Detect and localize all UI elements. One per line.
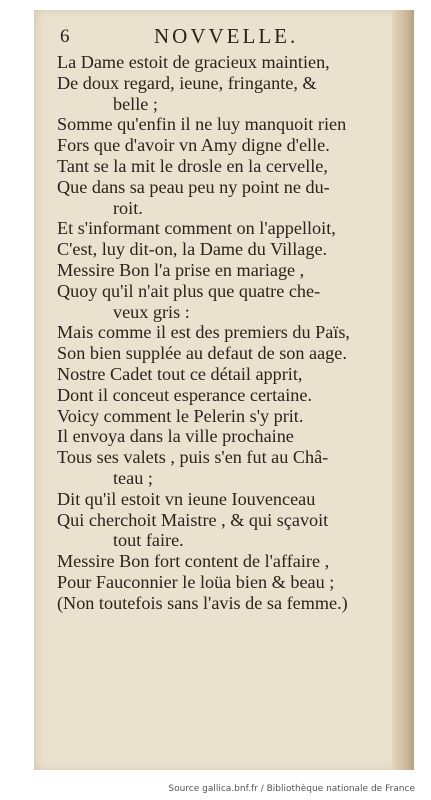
verse-line: Fors que d'avoir vn Amy digne d'elle. [57, 135, 330, 156]
verse-line: Messire Bon fort content de l'affaire , [57, 551, 330, 572]
verse-line: Son bien supplée au defaut de son aage. [57, 343, 347, 364]
verse-line: Dit qu'il estoit vn ieune Iouvenceau [57, 488, 316, 509]
verse-line: Nostre Cadet tout ce détail apprit, [57, 363, 303, 384]
verse-line: Messire Bon l'a prise en mariage , [57, 259, 305, 280]
verse-line: Dont il conceut esperance certaine. [57, 384, 312, 405]
verse-line: C'est, luy dit-on, la Dame du Village. [57, 239, 328, 260]
verse-line: Et s'informant comment on l'appelloit, [57, 218, 336, 239]
verse-line: Somme qu'enfin il ne luy manquoit rien [57, 114, 347, 135]
verse-line: Mais comme il est des premiers du Païs, [57, 322, 350, 343]
verse-line-continuation: roit. [113, 197, 143, 218]
verse-text [57, 52, 407, 614]
page-number: 6 [60, 26, 70, 47]
verse-line: Qui cherchoit Maistre , & qui sçavoit [57, 509, 329, 530]
source-credit: Source gallica.bnf.fr / Bibliothèque nationale de France [168, 784, 415, 794]
verse-line: Il envoya dans la ville prochaine [57, 426, 294, 447]
verse-line: La Dame estoit de gracieux maintien, [57, 52, 330, 72]
running-head: NOVVELLE. [154, 24, 299, 48]
verse-line: Tous ses valets , puis s'en fut au Châ- [57, 447, 329, 468]
verse-line: Que dans sa peau peu ny point ne du- [57, 176, 330, 197]
verse-line-continuation: belle ; [113, 93, 158, 114]
verse-line: Tant se la mit le drosle en la cervelle, [57, 155, 328, 176]
verse-line-continuation: tout faire. [113, 530, 184, 551]
verse-line: Quoy qu'il n'ait plus que quatre che- [57, 280, 321, 301]
verse-line: Voicy comment le Pelerin s'y prit. [57, 405, 304, 426]
verse-line: (Non toutefois sans l'avis de sa femme.) [57, 592, 348, 613]
page-header [34, 22, 414, 48]
verse-line-continuation: teau ; [113, 467, 153, 488]
verse-line: Pour Fauconnier le loüa bien & beau ; [57, 571, 335, 592]
book-page [34, 10, 414, 770]
verse-line: De doux regard, ieune, fringante, & [57, 72, 317, 93]
verse-line-continuation: veux gris : [113, 301, 190, 322]
